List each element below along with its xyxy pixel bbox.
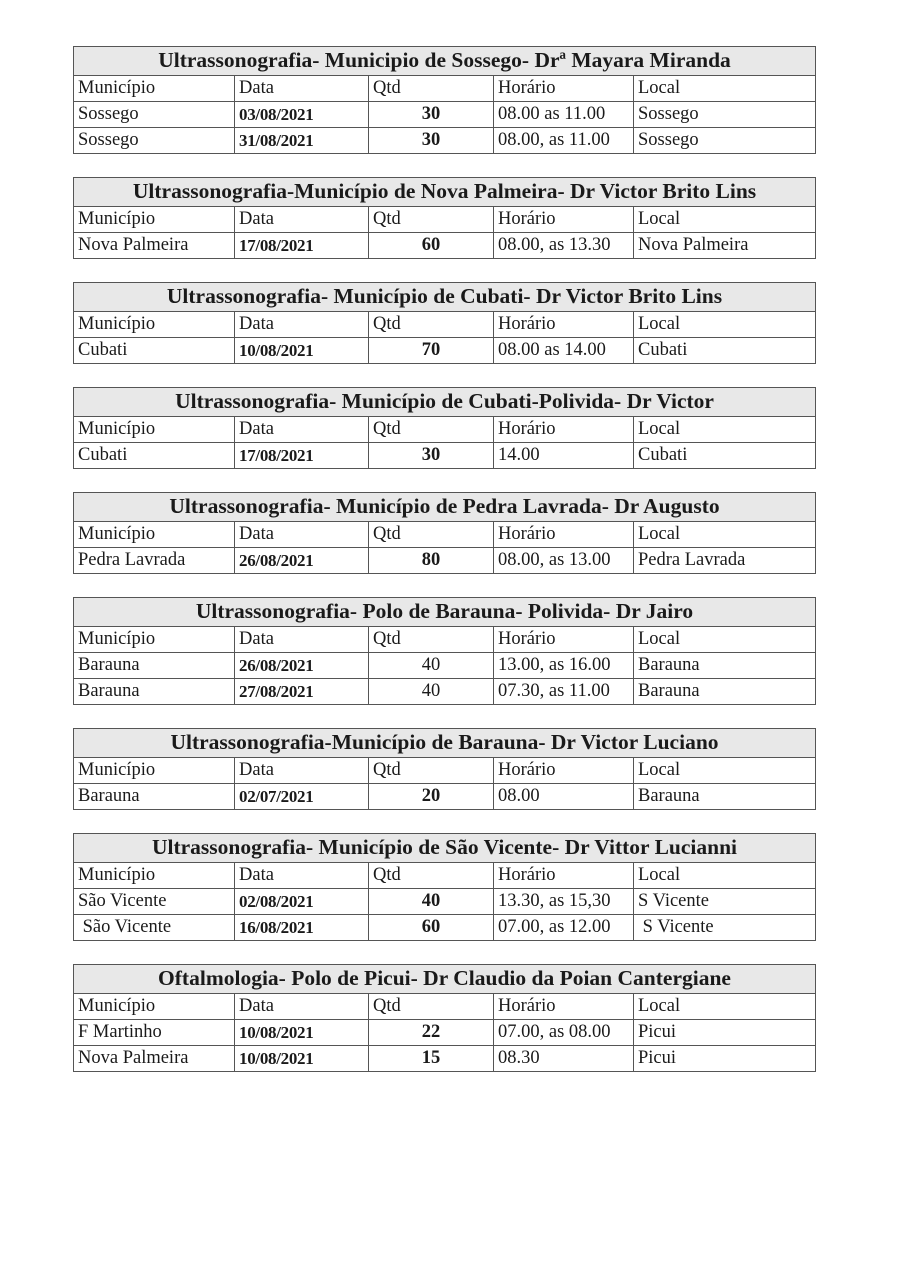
cell-qtd: 40 — [369, 889, 494, 915]
cell-data: 27/08/2021 — [235, 679, 369, 705]
table-title-row — [74, 47, 816, 76]
cell-municipio: Nova Palmeira — [74, 233, 235, 259]
column-header-data: Data — [235, 312, 369, 338]
cell-qtd: 60 — [369, 915, 494, 941]
cell-data: 10/08/2021 — [235, 1020, 369, 1046]
cell-horario: 08.00, as 11.00 — [494, 128, 634, 154]
schedule-document — [73, 46, 815, 1095]
cell-data: 10/08/2021 — [235, 1046, 369, 1072]
cell-horario: 07.00, as 12.00 — [494, 915, 634, 941]
table-row — [74, 653, 816, 679]
column-header-qtd: Qtd — [369, 627, 494, 653]
cell-local: Picui — [634, 1046, 816, 1072]
column-header-horario: Horário — [494, 627, 634, 653]
cell-qtd: 20 — [369, 784, 494, 810]
cell-municipio: Sossego — [74, 128, 235, 154]
cell-local: Cubati — [634, 443, 816, 469]
cell-qtd: 22 — [369, 1020, 494, 1046]
cell-qtd: 15 — [369, 1046, 494, 1072]
schedule-table — [73, 46, 816, 154]
cell-data: 26/08/2021 — [235, 548, 369, 574]
cell-data: 17/08/2021 — [235, 233, 369, 259]
cell-qtd: 30 — [369, 128, 494, 154]
column-header-local: Local — [634, 522, 816, 548]
cell-municipio: São Vicente — [74, 915, 235, 941]
column-header-horario: Horário — [494, 994, 634, 1020]
cell-data: 17/08/2021 — [235, 443, 369, 469]
column-header-horario: Horário — [494, 522, 634, 548]
column-header-qtd: Qtd — [369, 522, 494, 548]
cell-local: S Vicente — [634, 889, 816, 915]
column-header-municipio: Município — [74, 417, 235, 443]
table-title-row — [74, 388, 816, 417]
table-header-row — [74, 207, 816, 233]
cell-local: Barauna — [634, 679, 816, 705]
column-header-data: Data — [235, 758, 369, 784]
schedule-table — [73, 282, 816, 364]
schedule-table — [73, 964, 816, 1072]
table-title-row — [74, 178, 816, 207]
column-header-municipio: Município — [74, 522, 235, 548]
column-header-municipio: Município — [74, 627, 235, 653]
table-row — [74, 548, 816, 574]
column-header-local: Local — [634, 76, 816, 102]
cell-local: Barauna — [634, 784, 816, 810]
column-header-municipio: Município — [74, 207, 235, 233]
cell-qtd: 30 — [369, 443, 494, 469]
table-header-row — [74, 627, 816, 653]
cell-horario: 08.00 — [494, 784, 634, 810]
table-row — [74, 443, 816, 469]
table-row — [74, 889, 816, 915]
cell-data: 31/08/2021 — [235, 128, 369, 154]
column-header-horario: Horário — [494, 312, 634, 338]
cell-horario: 13.00, as 16.00 — [494, 653, 634, 679]
column-header-qtd: Qtd — [369, 76, 494, 102]
cell-local: S Vicente — [634, 915, 816, 941]
table-title: Ultrassonografia- Município de Cubati- Dr Victor Brito Lins — [74, 283, 816, 312]
column-header-municipio: Município — [74, 312, 235, 338]
column-header-municipio: Município — [74, 994, 235, 1020]
schedule-table — [73, 492, 816, 574]
cell-qtd: 70 — [369, 338, 494, 364]
cell-local: Pedra Lavrada — [634, 548, 816, 574]
column-header-municipio: Município — [74, 758, 235, 784]
cell-municipio: Sossego — [74, 102, 235, 128]
cell-local: Sossego — [634, 102, 816, 128]
cell-municipio: Pedra Lavrada — [74, 548, 235, 574]
column-header-data: Data — [235, 76, 369, 102]
cell-horario: 07.00, as 08.00 — [494, 1020, 634, 1046]
table-title-row — [74, 834, 816, 863]
cell-municipio: Cubati — [74, 443, 235, 469]
column-header-qtd: Qtd — [369, 417, 494, 443]
cell-horario: 07.30, as 11.00 — [494, 679, 634, 705]
cell-municipio: Barauna — [74, 679, 235, 705]
table-title-row — [74, 493, 816, 522]
table-row — [74, 233, 816, 259]
table-title-row — [74, 965, 816, 994]
column-header-data: Data — [235, 522, 369, 548]
table-header-row — [74, 863, 816, 889]
column-header-data: Data — [235, 207, 369, 233]
table-row — [74, 1020, 816, 1046]
column-header-qtd: Qtd — [369, 994, 494, 1020]
column-header-qtd: Qtd — [369, 207, 494, 233]
column-header-qtd: Qtd — [369, 758, 494, 784]
table-title: Ultrassonografia- Município de Pedra Lavrada- Dr Augusto — [74, 493, 816, 522]
cell-qtd: 80 — [369, 548, 494, 574]
table-row — [74, 128, 816, 154]
cell-horario: 08.00 as 14.00 — [494, 338, 634, 364]
column-header-horario: Horário — [494, 863, 634, 889]
column-header-data: Data — [235, 417, 369, 443]
column-header-horario: Horário — [494, 207, 634, 233]
table-row — [74, 784, 816, 810]
table-title-row — [74, 598, 816, 627]
table-title: Ultrassonografia-Município de Nova Palmeira- Dr Victor Brito Lins — [74, 178, 816, 207]
cell-local: Nova Palmeira — [634, 233, 816, 259]
cell-local: Sossego — [634, 128, 816, 154]
table-row — [74, 102, 816, 128]
column-header-local: Local — [634, 312, 816, 338]
cell-qtd: 40 — [369, 679, 494, 705]
cell-horario: 08.30 — [494, 1046, 634, 1072]
column-header-local: Local — [634, 417, 816, 443]
schedule-table — [73, 177, 816, 259]
cell-municipio: Barauna — [74, 653, 235, 679]
column-header-local: Local — [634, 758, 816, 784]
column-header-horario: Horário — [494, 417, 634, 443]
table-row — [74, 679, 816, 705]
cell-qtd: 60 — [369, 233, 494, 259]
column-header-data: Data — [235, 627, 369, 653]
column-header-qtd: Qtd — [369, 312, 494, 338]
cell-data: 02/08/2021 — [235, 889, 369, 915]
cell-qtd: 40 — [369, 653, 494, 679]
schedule-table — [73, 833, 816, 941]
table-title: Ultrassonografia- Município de São Vicente- Dr Vittor Lucianni — [74, 834, 816, 863]
table-title: Ultrassonografia-Município de Barauna- Dr Victor Luciano — [74, 729, 816, 758]
table-title-row — [74, 283, 816, 312]
column-header-data: Data — [235, 994, 369, 1020]
cell-municipio: Nova Palmeira — [74, 1046, 235, 1072]
table-header-row — [74, 312, 816, 338]
table-title: Oftalmologia- Polo de Picui- Dr Claudio da Poian Cantergiane — [74, 965, 816, 994]
table-title-row — [74, 729, 816, 758]
schedule-table — [73, 597, 816, 705]
table-row — [74, 1046, 816, 1072]
table-header-row — [74, 76, 816, 102]
table-title: Ultrassonografia- Polo de Barauna- Polivida- Dr Jairo — [74, 598, 816, 627]
column-header-horario: Horário — [494, 76, 634, 102]
cell-horario: 14.00 — [494, 443, 634, 469]
column-header-municipio: Município — [74, 76, 235, 102]
schedule-table — [73, 387, 816, 469]
cell-qtd: 30 — [369, 102, 494, 128]
cell-horario: 08.00, as 13.30 — [494, 233, 634, 259]
cell-local: Cubati — [634, 338, 816, 364]
schedule-table — [73, 728, 816, 810]
cell-horario: 08.00 as 11.00 — [494, 102, 634, 128]
column-header-data: Data — [235, 863, 369, 889]
column-header-municipio: Município — [74, 863, 235, 889]
cell-municipio: São Vicente — [74, 889, 235, 915]
column-header-local: Local — [634, 627, 816, 653]
table-title: Ultrassonografia- Município de Cubati-Polivida- Dr Victor — [74, 388, 816, 417]
column-header-local: Local — [634, 994, 816, 1020]
column-header-horario: Horário — [494, 758, 634, 784]
cell-data: 10/08/2021 — [235, 338, 369, 364]
cell-horario: 13.30, as 15,30 — [494, 889, 634, 915]
cell-local: Picui — [634, 1020, 816, 1046]
table-row — [74, 338, 816, 364]
cell-data: 03/08/2021 — [235, 102, 369, 128]
cell-municipio: Cubati — [74, 338, 235, 364]
cell-horario: 08.00, as 13.00 — [494, 548, 634, 574]
table-header-row — [74, 522, 816, 548]
column-header-qtd: Qtd — [369, 863, 494, 889]
cell-data: 26/08/2021 — [235, 653, 369, 679]
column-header-local: Local — [634, 863, 816, 889]
table-title: Ultrassonografia- Municipio de Sossego- Drª Mayara Miranda — [74, 47, 816, 76]
table-header-row — [74, 994, 816, 1020]
table-row — [74, 915, 816, 941]
table-header-row — [74, 758, 816, 784]
cell-municipio: F Martinho — [74, 1020, 235, 1046]
cell-municipio: Barauna — [74, 784, 235, 810]
table-header-row — [74, 417, 816, 443]
cell-data: 16/08/2021 — [235, 915, 369, 941]
cell-local: Barauna — [634, 653, 816, 679]
column-header-local: Local — [634, 207, 816, 233]
cell-data: 02/07/2021 — [235, 784, 369, 810]
